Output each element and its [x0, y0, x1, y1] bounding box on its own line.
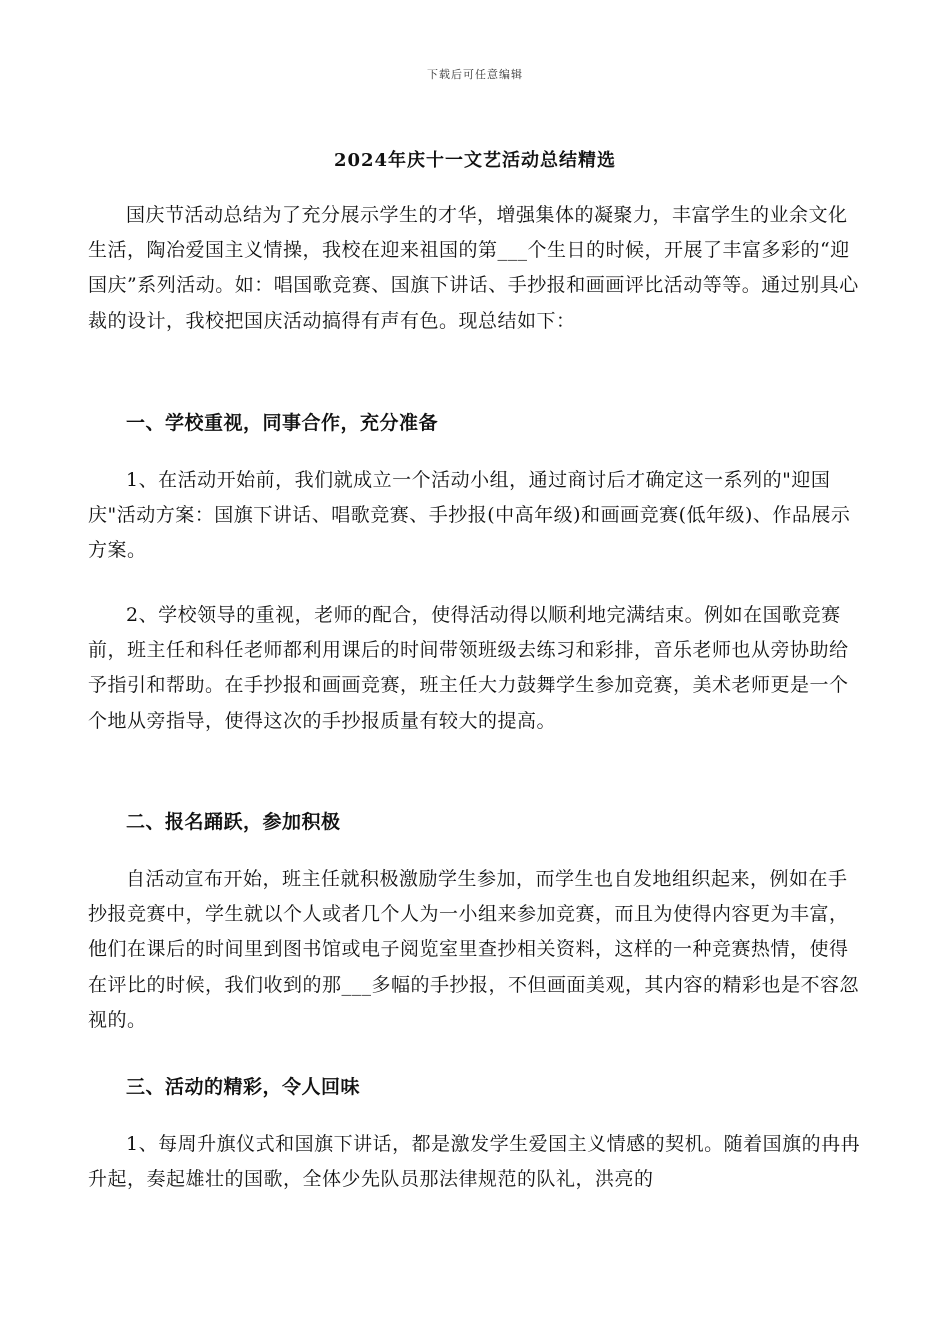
section-2-heading-block	[88, 805, 866, 840]
section-heading: 三、活动的精彩，令人回味	[126, 1076, 361, 1098]
section-1-para-1-block	[88, 463, 866, 569]
section-paragraph: 1、每周升旗仪式和国旗下讲话，都是激发学生爱国主义情感的契机。随着国旗的冉冉升起，奏起雄壮的国歌，全体少先队员那法律规范的队礼，洪亮的	[88, 1133, 861, 1191]
section-heading: 二、报名踊跃，参加积极	[126, 811, 341, 833]
section-paragraph: 1、在活动开始前，我们就成立一个活动小组，通过商讨后才确定这一系列的"迎国庆"活动方案：国旗下讲话、唱歌竞赛、手抄报(中高年级)和画画竞赛(低年级)、作品展示方案。	[88, 469, 851, 562]
section-paragraph: 自活动宣布开始，班主任就积极激励学生参加，而学生也自发地组织起来，例如在手抄报竞赛中，学生就以个人或者几个人为一小组来参加竞赛，而且为使得内容更为丰富，他们在课后的时间里到图书馆或电子阅览室里查抄相关资料，这样的一种竞赛热情，使得在评比的时候，我们收到的那___多幅的手抄报，不但画面美观，其内容的精彩也是不容忽视的。	[88, 868, 860, 1031]
document-title: 2024年庆十一文艺活动总结精选	[333, 150, 617, 171]
section-2-para-1-block	[88, 862, 866, 1038]
section-heading: 一、学校重视，同事合作，充分准备	[126, 412, 439, 434]
intro-block	[88, 198, 866, 339]
section-3-para-1-block	[88, 1127, 866, 1197]
header-note: 下载后可任意编辑	[427, 68, 523, 81]
section-1-para-2-block	[88, 598, 866, 739]
section-3-heading-block	[88, 1070, 866, 1105]
intro-paragraph: 国庆节活动总结为了充分展示学生的才华，增强集体的凝聚力，丰富学生的业余文化生活，陶冶爱国主义情操，我校在迎来祖国的第___个生日的时候，开展了丰富多彩的“迎国庆”系列活动。如：唱国歌竞赛、国旗下讲话、手抄报和画画评比活动等等。通过别具心裁的设计，我校把国庆活动搞得有声有色。现总结如下：	[88, 204, 859, 332]
section-1-heading-block	[88, 406, 866, 441]
section-paragraph: 2、学校领导的重视，老师的配合，使得活动得以顺利地完满结束。例如在国歌竞赛前，班主任和科任老师都利用课后的时间带领班级去练习和彩排，音乐老师也从旁协助给予指引和帮助。在手抄报和画画竞赛，班主任大力鼓舞学生参加竞赛，美术老师更是一个个地从旁指导，使得这次的手抄报质量有较大的提高。	[88, 604, 849, 732]
